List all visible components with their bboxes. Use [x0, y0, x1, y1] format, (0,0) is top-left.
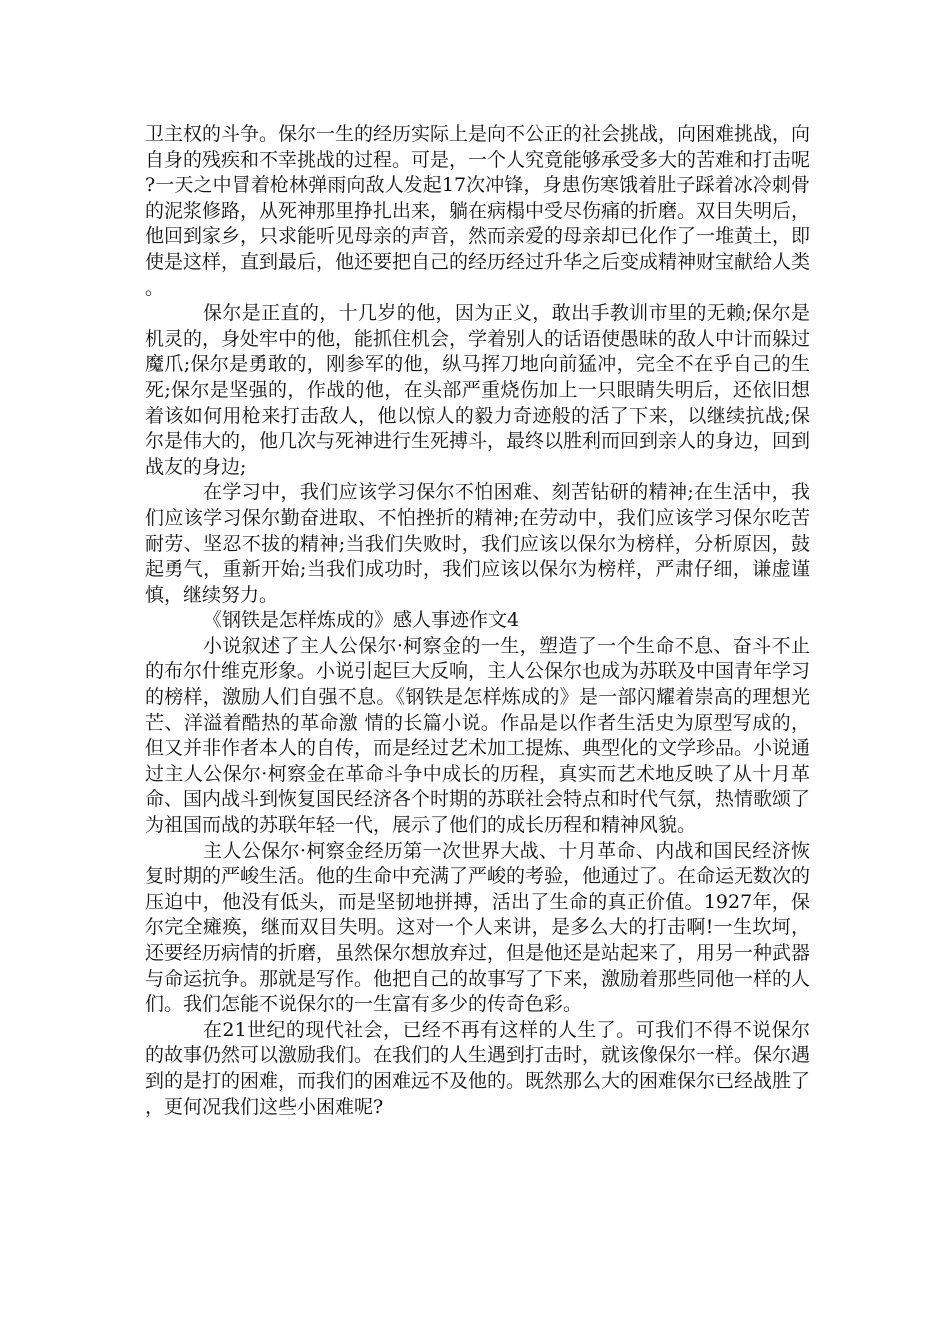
paragraph-1: 卫主权的斗争。保尔一生的经历实际上是向不公正的社会挑战，向困难挑战，向自身的残疾和不幸挑战的过程。可是，一个人究竟能够承受多大的苦难和打击呢?一天之中冒着枪林弹雨向敌人发起17次冲锋，身患伤寒饿着肚子踩着冰冷刺骨的泥浆修路，从死神那里挣扎出来，躺在病榻中受尽伤痛的折磨。双目失明后，他回到家乡，只求能听见母亲的声音，然而亲爱的母亲却已化作了一堆黄土，即使是这样，直到最后，他还要把自己的经历经过升华之后变成精神财宝献给人类。: [145, 123, 811, 299]
paragraph-3: 在学习中，我们应该学习保尔不怕困难、刻苦钻研的精神;在生活中，我们应该学习保尔勤奋进取、不怕挫折的精神;在劳动中，我们应该学习保尔吃苦耐劳、坚忍不拔的精神;当我们失败时，我们应该以保尔为榜样，分析原因，鼓起勇气，重新开始;当我们成功时，我们应该以保尔为榜样，严肃仔细，谦虚谨慎，继续努力。: [145, 481, 810, 606]
document-body: [145, 122, 810, 1120]
section-heading: 《钢铁是怎样炼成的》感人事迹作文4: [203, 609, 520, 632]
paragraph-4: 小说叙述了主人公保尔·柯察金的一生，塑造了一个生命不息、奋斗不止的布尔什维克形象。小说引起巨大反响，主人公保尔也成为苏联及中国青年学习的榜样，激励人们自强不息。《钢铁是怎样炼成的》是一部闪耀着崇高的理想光芒、洋溢着酷热的革命激 情的长篇小说。作品是以作者生活史为原型写成的，但又并非作者本人的自传，而是经过艺术加工提炼、典型化的文学珍品。小说通过主人公保尔·柯察金在革命斗争中成长的历程，真实而艺术地反映了从十月革命、国内战斗到恢复国民经济各个时期的苏联社会特点和时代气氛，热情歌颂了为祖国而战的苏联年轻一代，展示了他们的成长历程和精神风貌。: [145, 634, 811, 837]
paragraph-2: 保尔是正直的，十几岁的他，因为正义，敢出手教训市里的无赖;保尔是机灵的，身处牢中的他，能抓住机会，学着别人的话语使愚昧的敌人中计而躲过魔爪;保尔是勇敢的，刚参军的他，纵马挥刀地向前猛冲，完全不在乎自己的生死;保尔是坚强的，作战的他，在头部严重烧伤加上一只眼睛失明后，还依旧想着该如何用枪来打击敌人，他以惊人的毅力奇迹般的活了下来，以继续抗战;保尔是伟大的，他几次与死神进行生死搏斗，最终以胜利而回到亲人的身边，回到战友的身边;: [145, 302, 811, 478]
paragraph-6: 在21世纪的现代社会，已经不再有这样的人生了。可我们不得不说保尔的故事仍然可以激励我们。在我们的人生遇到打击时，就该像保尔一样。保尔遇到的是打的困难，而我们的困难远不及他的。既然那么大的困难保尔已经战胜了，更何况我们这些小困难呢?: [145, 1018, 811, 1118]
paragraph-5: 主人公保尔·柯察金经历第一次世界大战、十月革命、内战和国民经济恢复时期的严峻生活。他的生命中充满了严峻的考验，他通过了。在命运无数次的压迫中，他没有低头，而是坚韧地拼搏，活出了生命的真正价值。1927年，保尔完全瘫痪，继而双目失明。这对一个人来讲，是多么大的打击啊!一生坎坷，还要经历病情的折磨，虽然保尔想放弃过，但是他还是站起来了，用另一种武器与命运抗争。那就是写作。他把自己的故事写了下来，激励着那些同他一样的人们。我们怎能不说保尔的一生富有多少的传奇色彩。: [145, 839, 811, 1016]
